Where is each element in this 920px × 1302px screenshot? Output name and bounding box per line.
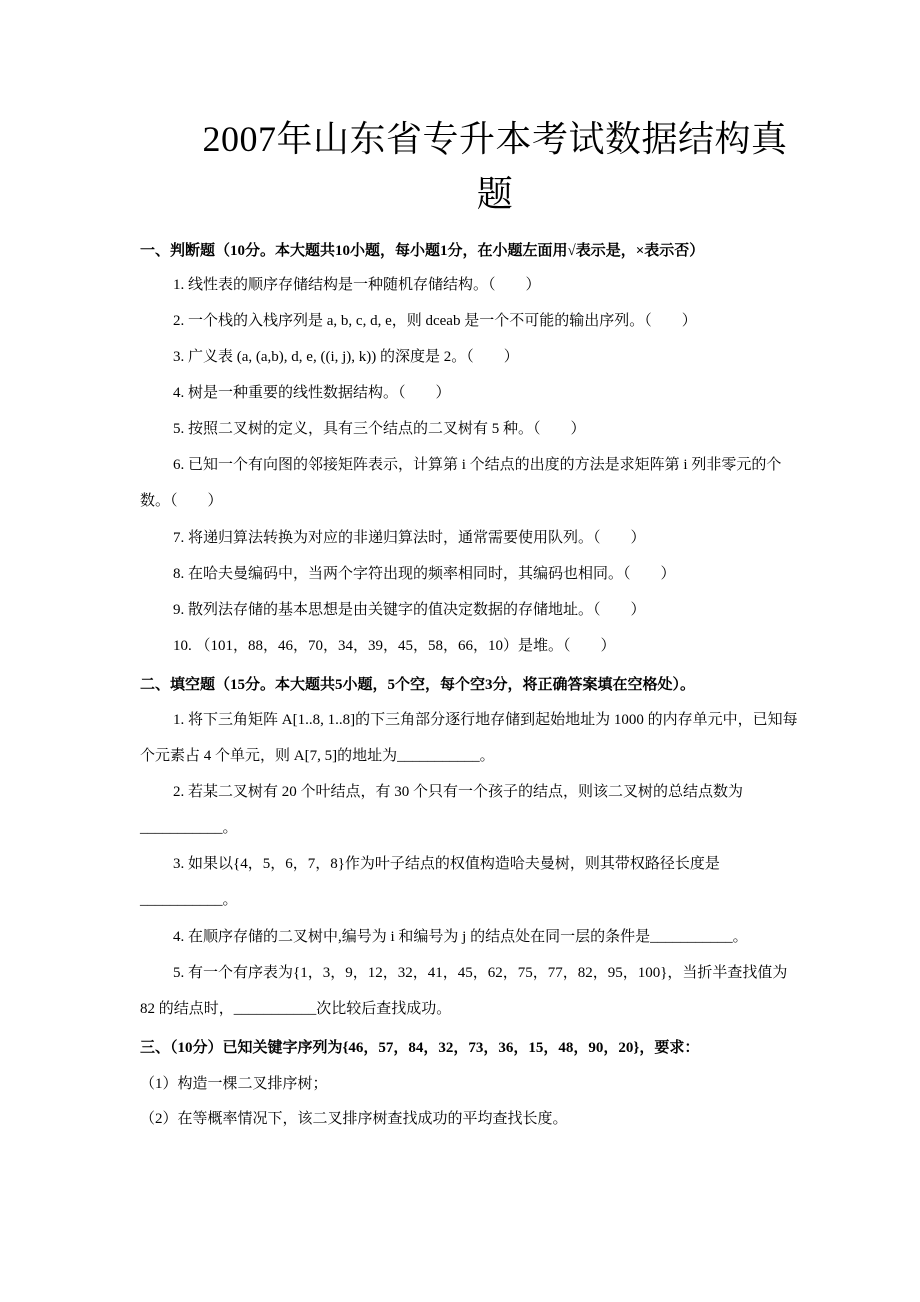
question-2-2: 2. 若某二叉树有 20 个叶结点，有 30 个只有一个孩子的结点，则该二叉树的总结点数为___________。 [140, 784, 744, 836]
question-1-8: 8. 在哈夫曼编码中，当两个字符出现的频率相同时，其编码也相同。（ ） [173, 566, 676, 582]
question-1-5: 5. 按照二叉树的定义，具有三个结点的二叉树有 5 种。（ ） [173, 421, 586, 437]
question-2-1: 1. 将下三角矩阵 A[1..8, 1..8]的下三角部分逐行地存储到起始地址为 1000 的内存单元中，已知每个元素占 4 个单元，则 A[7, 5]的地址为___________。 [140, 712, 798, 764]
section-1-heading: 一、判断题（10分。本大题共10小题，每小题1分，在小题左面用√表示是，×表示否） [140, 243, 705, 259]
question-3-part-1: （1）构造一棵二叉排序树； [140, 1076, 328, 1092]
question-3-part-2: （2）在等概率情况下，该二叉排序树查找成功的平均查找长度。 [140, 1111, 568, 1127]
question-1-9: 9. 散列法存储的基本思想是由关键字的值决定数据的存储地址。（ ） [173, 602, 646, 618]
question-1-6: 6. 已知一个有向图的邻接矩阵表示，计算第 i 个结点的出度的方法是求矩阵第 i 列非零元的个数。（ ） [140, 457, 782, 509]
question-1-4: 4. 树是一种重要的线性数据结构。（ ） [173, 385, 451, 401]
question-1-10: 10. （101，88，46，70，34，39，45，58，66，10）是堆。（ ） [173, 638, 616, 654]
question-1-3: 3. 广义表 (a, (a,b), d, e, ((i, j), k)) 的深度是 2。（ ） [173, 349, 519, 365]
question-2-5: 5. 有一个有序表为{1，3，9，12，32，41，45，62，75，77，82，95，100}，当折半查找值为 82 的结点时，___________次比较后查找成功。 [140, 965, 788, 1017]
question-1-1: 1. 线性表的顺序存储结构是一种随机存储结构。（ ） [173, 277, 541, 293]
question-2-3: 3. 如果以{4，5，6，7，8}作为叶子结点的权值构造哈夫曼树，则其带权路径长度是___________。 [140, 856, 720, 908]
section-3-heading: 三、（10分）已知关键字序列为{46，57，84，32，73，36，15，48，90，20}，要求： [140, 1040, 700, 1056]
question-2-4: 4. 在顺序存储的二叉树中,编号为 i 和编号为 j 的结点处在同一层的条件是___________。 [173, 929, 748, 945]
question-1-7: 7. 将递归算法转换为对应的非递归算法时，通常需要使用队列。（ ） [173, 530, 646, 546]
question-1-2: 2. 一个栈的入栈序列是 a, b, c, d, e，则 dceab 是一个不可能的输出序列。（ ） [173, 313, 697, 329]
page-title: 2007年山东省专升本考试数据结构真题 [202, 119, 788, 214]
section-2-heading: 二、填空题（15分。本大题共5小题，5个空，每个空3分，将正确答案填在空格处）。 [140, 677, 696, 693]
